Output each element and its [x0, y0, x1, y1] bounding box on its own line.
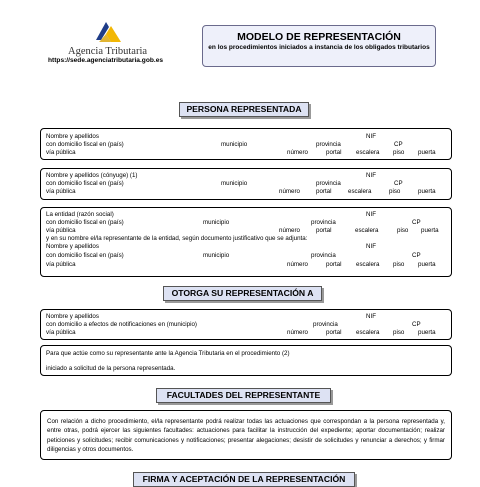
label-entity: La entidad (razón social): [46, 211, 114, 218]
label-province: provincia: [316, 180, 341, 187]
label-door: puerta: [418, 261, 436, 268]
label-municipality: municipio: [221, 180, 248, 187]
label-province: provincia: [313, 321, 338, 328]
label-fiscal-domicile: con domicilio fiscal en (país): [46, 219, 124, 226]
form-title: MODELO DE REPRESENTACIÓN: [237, 31, 401, 43]
label-stair: escalera: [348, 188, 372, 195]
section-represented-person: PERSONA REPRESENTADA: [179, 102, 309, 117]
label-portal: portal: [326, 149, 342, 156]
label-province: provincia: [316, 141, 341, 148]
label-door: puerta: [418, 329, 436, 336]
label-door: puerta: [421, 227, 439, 234]
label-floor: piso: [397, 227, 409, 234]
form-subtitle: en los procedimientos iniciados a instancia de los obligados tributarios: [208, 44, 430, 51]
form-title-box: [202, 25, 436, 67]
section-representative-powers: FACULTADES DEL REPRESENTANTE: [156, 388, 331, 403]
label-portal: portal: [326, 329, 342, 336]
label-fiscal-domicile: con domicilio fiscal en (país): [46, 180, 124, 187]
label-province: provincia: [311, 252, 336, 259]
label-fiscal-domicile: con domicilio fiscal en (país): [46, 141, 124, 148]
agency-name: Agencia Tributaria: [68, 46, 148, 57]
label-name: Nombre y apellidos: [46, 243, 99, 250]
label-number: número: [287, 149, 308, 156]
label-floor: piso: [393, 261, 405, 268]
procedure-box: [40, 345, 452, 376]
procedure-line-2: iniciado a solicitud de la persona representada.: [46, 365, 176, 372]
label-number: número: [279, 188, 300, 195]
label-street: vía pública: [46, 149, 76, 156]
label-nif: NIF: [366, 211, 376, 218]
powers-paragraph: Con relación a dicho procedimiento, el/la representante podrá realizar todas las actuaciones que correspondan a la persona representada y, entre otras, podrá ejercer las siguientes facultades: actuaciones para facilitar la instrucción del expediente; aportar documentación; realizar peticiones y solicitudes; recibir comunicaciones y notificaciones; presentar alegaciones; desistir de solicitudes y renunciar a derechos; y firmar diligencias y otros documentos.: [47, 418, 445, 453]
label-notification-domicile: con domicilio a efectos de notificaciones en (municipio): [46, 321, 197, 328]
label-number: número: [287, 329, 308, 336]
label-portal: portal: [316, 188, 332, 195]
label-name: Nombre y apellidos: [46, 313, 99, 320]
label-portal: portal: [316, 227, 332, 234]
label-floor: piso: [393, 149, 405, 156]
label-nif: NIF: [366, 172, 376, 179]
entity-box: [40, 207, 452, 277]
label-province: provincia: [311, 219, 336, 226]
representative-box: [40, 309, 452, 340]
label-door: puerta: [418, 188, 436, 195]
label-postal-code: CP: [412, 321, 421, 328]
label-nif: NIF: [366, 133, 376, 140]
label-floor: piso: [389, 188, 401, 195]
label-street: vía pública: [46, 227, 76, 234]
label-number: número: [287, 261, 308, 268]
label-floor: piso: [393, 329, 405, 336]
label-entity-representative: y en su nombre el/la representante de la entidad, según documento justificativo que se adjunta:: [46, 235, 308, 242]
label-street: vía pública: [46, 261, 76, 268]
section-grants-representation: OTORGA SU REPRESENTACIÓN A: [163, 286, 322, 301]
label-postal-code: CP: [412, 219, 421, 226]
label-stair: escalera: [356, 149, 380, 156]
label-number: número: [279, 227, 300, 234]
label-municipality: municipio: [221, 141, 248, 148]
procedure-line-1: Para que actúe como su representante ante la Agencia Tributaria en el procedimiento (2): [46, 350, 290, 357]
label-postal-code: CP: [412, 252, 421, 259]
label-municipality: municipio: [203, 252, 230, 259]
label-street: vía pública: [46, 329, 76, 336]
label-municipality: municipio: [203, 219, 230, 226]
agency-url-link[interactable]: https://sede.agenciatributaria.gob.es: [48, 57, 164, 64]
label-nif: NIF: [366, 243, 376, 250]
represented-person-box: [40, 128, 452, 160]
label-portal: portal: [326, 261, 342, 268]
spouse-box: [40, 168, 452, 200]
label-street: vía pública: [46, 188, 76, 195]
label-fiscal-domicile: con domicilio fiscal en (país): [46, 252, 124, 259]
label-stair: escalera: [356, 329, 380, 336]
label-postal-code: CP: [394, 141, 403, 148]
label-stair: escalera: [355, 227, 379, 234]
section-signature-acceptance: FIRMA Y ACEPTACIÓN DE LA REPRESENTACIÓN: [133, 472, 355, 487]
label-nif: NIF: [366, 313, 376, 320]
label-door: puerta: [418, 149, 436, 156]
powers-box: [40, 410, 452, 460]
label-stair: escalera: [356, 261, 380, 268]
label-postal-code: CP: [394, 180, 403, 187]
label-spouse-name: Nombre y apellidos (cónyuge) (1): [46, 172, 138, 179]
agencia-tributaria-logo-icon: [92, 20, 122, 46]
label-name: Nombre y apellidos: [46, 133, 99, 140]
